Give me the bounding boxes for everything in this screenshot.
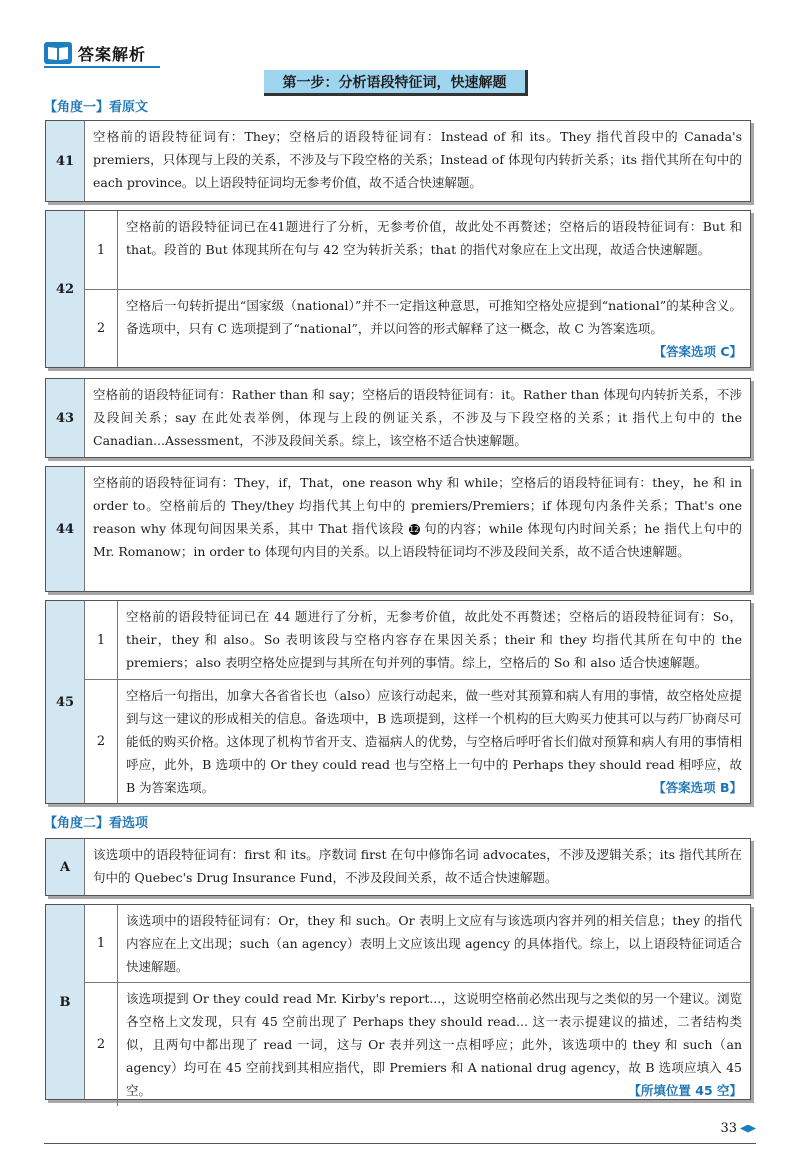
graduation-cap-icon <box>740 1125 756 1133</box>
analysis-body: 空格后一句指出，加拿大各省省长也（also）应该行动起来，做一些对其预算和病人有用的事情，故空格处应提到与这一建议的形成相关的信息。备选项中，B 选项提到，这样一个机构的巨大购买力使其可以与药厂协商尽可能低的购买价格。这体现了机构节省开支、造福病人的优势，与空格后呼吁省长们做对预算和病人有用的事情相呼应，此外，B 选项中的 Or they could read 也与空格上一句中的 Perhaps they should read 相呼应，故 B 为答案选项。 <box>126 688 742 795</box>
question-42-box <box>45 210 751 368</box>
analysis-text <box>118 290 750 367</box>
question-41-box <box>45 120 751 202</box>
analysis-text-part: 空格前的语段特征词有：They，if，That，one reason why 和 while；空格后的语段特征词有：they，he 和 in order to。空格前后的 They/they 均指代其上句中的 premiers/Premiers；if 体现句内条件关系；That's one reason why 体现句间因果关系，其中 That 指代该段 <box>93 475 742 536</box>
question-number: 44 <box>46 467 85 591</box>
analysis-text: 空格前的语段特征词有：They；空格后的语段特征词有：Instead of 和 its。They 指代首段中的 Canada's premiers，只体现与上段的关系，不涉及与下段空格的关系；Instead of 体现句内转折关系；its 指代其所在句中的 each province。以上语段特征词均无参考价值，故不适合快速解题。 <box>93 129 742 190</box>
analysis-row <box>85 601 750 679</box>
analysis-row <box>85 679 750 803</box>
analysis-text <box>85 467 750 567</box>
question-44-box <box>45 466 751 592</box>
analysis-row <box>85 289 750 367</box>
position-tag: 【所填位置 45 空】 <box>628 1083 742 1098</box>
page-number <box>720 1121 756 1136</box>
question-45-box <box>45 600 751 804</box>
analysis-text: 该选项中的语段特征词有：Or，they 和 such。Or 表明上文应有与该选项内容并列的相关信息；they 的指代内容应在上文出现；such（an agency）表明上文应该出现 agency 的具体指代。综上，以上语段特征词适合快速解题。 <box>126 913 742 974</box>
option-letter: B <box>46 905 85 1099</box>
section-header <box>44 40 146 66</box>
angle-one-label: 【角度一】看原文 <box>44 100 149 115</box>
page-number-text: 33 <box>720 1121 737 1136</box>
header-underline <box>44 66 160 68</box>
analysis-text: 该选项中的语段特征词有：first 和 its。序数词 first 在句中修饰名词 advocates，不涉及逻辑关系；its 指代其所在句中的 Quebec's Drug Insurance Fund，不涉及段间关系，故不适合快速解题。 <box>93 847 742 885</box>
row-number: 1 <box>85 601 118 679</box>
analysis-row <box>85 982 750 1106</box>
analysis-text <box>118 983 750 1106</box>
row-number: 1 <box>85 211 118 289</box>
sentence-number-badge: 12 <box>409 525 420 534</box>
analysis-text <box>118 680 750 803</box>
footer-rule <box>44 1143 756 1144</box>
analysis-row <box>85 905 750 982</box>
question-number: 42 <box>46 211 85 367</box>
question-number: 45 <box>46 601 85 803</box>
row-number: 2 <box>85 290 118 367</box>
analysis-text: 空格前的语段特征词有：Rather than 和 say；空格后的语段特征词有：it。Rather than 体现句内转折关系，不涉及段间关系；say 在此处表举例，体现与上段的例证关系，不涉及与下段空格的关系；it 指代上句中的 the Canadian...Assessment，不涉及段间关系。综上，该空格不适合快速解题。 <box>93 387 742 448</box>
row-number: 2 <box>85 680 118 803</box>
analysis-row <box>85 211 750 289</box>
row-number: 1 <box>85 905 118 982</box>
angle-two-label: 【角度二】看选项 <box>44 816 149 831</box>
option-b-box <box>45 904 751 1100</box>
analysis-body: 空格后一句转折提出“国家级（national）”并不一定指这种意思，可推知空格处应提到“national”的某种含义。备选项中，只有 C 选项提到了“national”，并以问答的形式解释了这一概念，故 C 为答案选项。 <box>126 298 742 336</box>
option-a-box <box>45 838 751 896</box>
question-43-box <box>45 378 751 458</box>
question-number: 43 <box>46 379 85 457</box>
answer-tag: 【答案选项 C】 <box>653 344 742 359</box>
option-letter: A <box>46 839 85 895</box>
answer-tag: 【答案选项 B】 <box>653 780 742 795</box>
row-number: 2 <box>85 983 118 1106</box>
analysis-text: 空格前的语段特征词已在 44 题进行了分析，无参考价值，故此处不再赘述；空格后的语段特征词有：So，their，they 和 also。So 表明该段与空格内容存在果因关系；their 和 they 均指代其所在句中的 the premiers；also 表明空格处应提到与其所在句并列的事情。综上，空格后的 So 和 also 适合快速解题。 <box>126 609 742 670</box>
question-number: 41 <box>46 121 85 201</box>
analysis-text: 空格前的语段特征词已在41题进行了分析，无参考价值，故此处不再赘述；空格后的语段特征词有：But 和 that。段首的 But 体现其所在句与 42 空为转折关系；that 的指代对象应在上文出现，故适合快速解题。 <box>126 219 742 257</box>
header-title: 答案解析 <box>78 44 147 64</box>
analysis-text-part: 句的内容；while 体现句内时间关系；he 指代上句中的 Mr. Romanow；in order to 体现句内目的关系。以上语段特征词均不涉及段间关系，故不适合快速解题。 <box>93 521 742 559</box>
book-icon <box>44 42 72 64</box>
step-banner: 第一步：分析语段特征词，快速解题 <box>264 70 528 96</box>
analysis-body: 该选项提到 Or they could read Mr. Kirby's report...，这说明空格前必然出现与之类似的另一个建议。浏览各空格上文发现，只有 45 空前出现了 Perhaps they should read... 这一表示提建议的描述，二者结构类似，且两句中都出现了 read 一词，这与 Or 表并列这一点相呼应；此外，该选项中的 they 和 such（an agency）均可在 45 空前找到其相应指代，即 Premiers 和 A national drug agency，故 B 选项应填入 45 空。 <box>126 991 742 1098</box>
